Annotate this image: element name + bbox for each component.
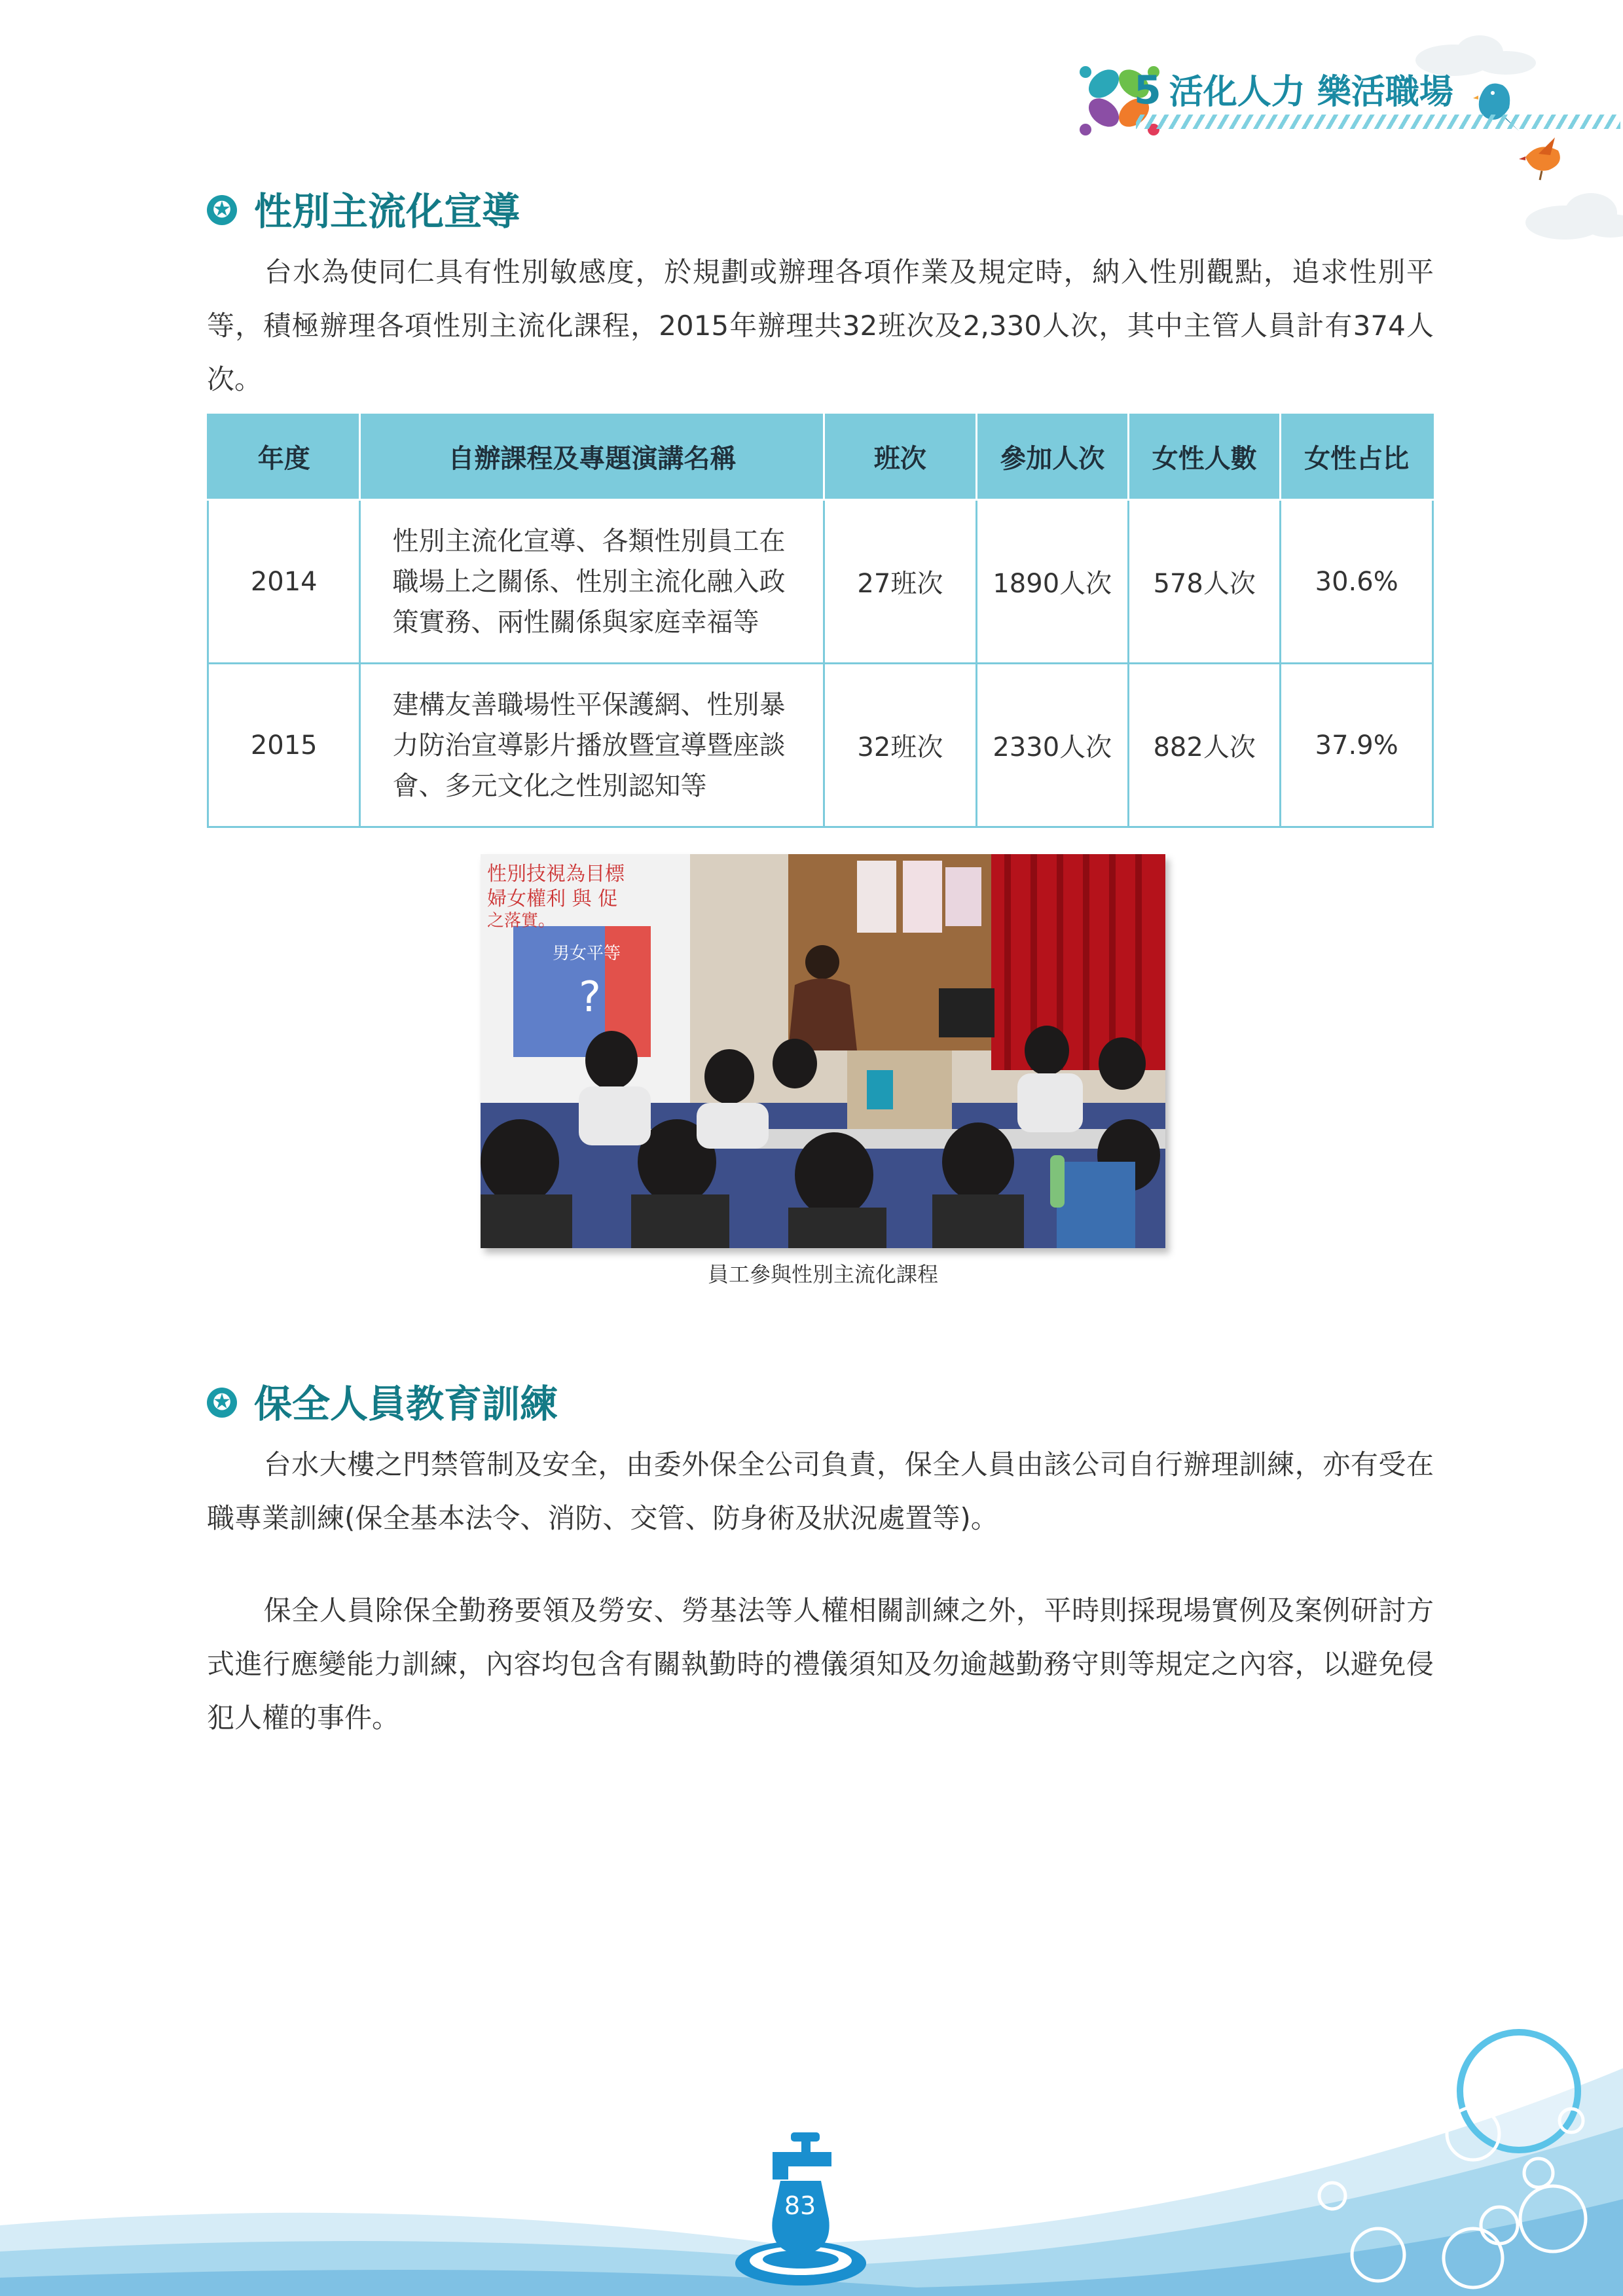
cell-female-ratio: 30.6%	[1281, 500, 1433, 664]
header-female: 女性人數	[1128, 414, 1280, 500]
header-stripe	[1136, 115, 1620, 129]
cell-year: 2015	[208, 664, 360, 827]
section-title-text: 性別主流化宣導	[254, 189, 520, 234]
section2-paragraph-1	[207, 1438, 1434, 1545]
photo-caption: 員工參與性別主流化課程	[707, 1262, 938, 1287]
table-header-row	[208, 414, 1433, 500]
header-female-ratio: 女性占比	[1281, 414, 1433, 500]
section-title-security-training	[207, 1373, 558, 1428]
section-title-gender-mainstreaming	[207, 181, 520, 236]
cell-classes: 32班次	[824, 664, 976, 827]
section1-paragraph-text: 台水為使同仁具有性別敏感度，於規劃或辦理各項作業及規定時，納入性別觀點，追求性別平等，積極辦理各項性別主流化課程，2015年辦理共32班次及2,330人次，其中主管人員計有374人次。	[207, 256, 1434, 395]
section2-paragraph-2-text: 保全人員除保全勤務要領及勞安、勞基法等人權相關訓練之外，平時則採現場實例及案例研討方式進行應變能力訓練，內容均包含有關執勤時的禮儀須知及勿逾越勤務守則等規定之內容，以避免侵犯人權的事件。	[207, 1594, 1434, 1734]
course-line: 建構友善職場性平保護網、性別暴	[392, 689, 786, 720]
cell-female: 882人次	[1128, 664, 1280, 827]
section2-paragraph-2	[207, 1584, 1434, 1745]
orange-bird-icon	[1519, 137, 1560, 180]
cell-participants: 1890人次	[976, 500, 1128, 664]
slide-text: 之落實。	[487, 911, 556, 931]
cell-course	[360, 664, 824, 827]
page-number: 83	[784, 2191, 816, 2220]
chapter-title	[1134, 64, 1453, 113]
cell-participants: 2330人次	[976, 664, 1128, 827]
star-icon: ✪	[207, 195, 237, 225]
cell-course	[360, 500, 824, 664]
table-row	[208, 500, 1433, 664]
cell-female: 578人次	[1128, 500, 1280, 664]
course-line: 性別主流化宣導、各類性別員工在	[392, 526, 786, 556]
header-classes: 班次	[824, 414, 976, 500]
chapter-number: 5	[1134, 67, 1161, 113]
cell-classes: 27班次	[824, 500, 976, 664]
slide-text: 婦女權利 與 促	[487, 888, 618, 910]
chapter-name: 活化人力 樂活職場	[1169, 73, 1453, 112]
course-line: 會、多元文化之性別認知等	[392, 770, 707, 801]
section1-paragraph	[207, 245, 1434, 406]
header-participants: 參加人次	[976, 414, 1128, 500]
course-line: 策實務、兩性關係與家庭幸福等	[392, 607, 759, 637]
cloud-icon	[1525, 193, 1623, 240]
star-icon: ✪	[207, 1388, 237, 1418]
slide-text: ?	[579, 973, 601, 1022]
course-line: 力防治宣導影片播放暨宣導暨座談	[392, 730, 786, 761]
header-decoration	[1048, 26, 1623, 249]
training-table	[207, 414, 1434, 828]
header-year: 年度	[208, 414, 360, 500]
header-course: 自辦課程及專題演講名稱	[360, 414, 824, 500]
course-line: 職場上之關係、性別主流化融入政	[392, 566, 786, 597]
slide-text: 男女平等	[553, 944, 621, 963]
table-row	[208, 664, 1433, 827]
cell-female-ratio: 37.9%	[1281, 664, 1433, 827]
section-title-text: 保全人員教育訓練	[254, 1382, 558, 1426]
slide-text: 性別技視為目標	[487, 863, 625, 886]
cell-year: 2014	[208, 500, 360, 664]
section2-paragraph-1-text: 台水大樓之門禁管制及安全，由委外保全公司負責，保全人員由該公司自行辦理訓練，亦有受在職專業訓練(保全基本法令、消防、交管、防身術及狀況處置等)。	[207, 1448, 1434, 1534]
training-photo	[481, 854, 1165, 1248]
